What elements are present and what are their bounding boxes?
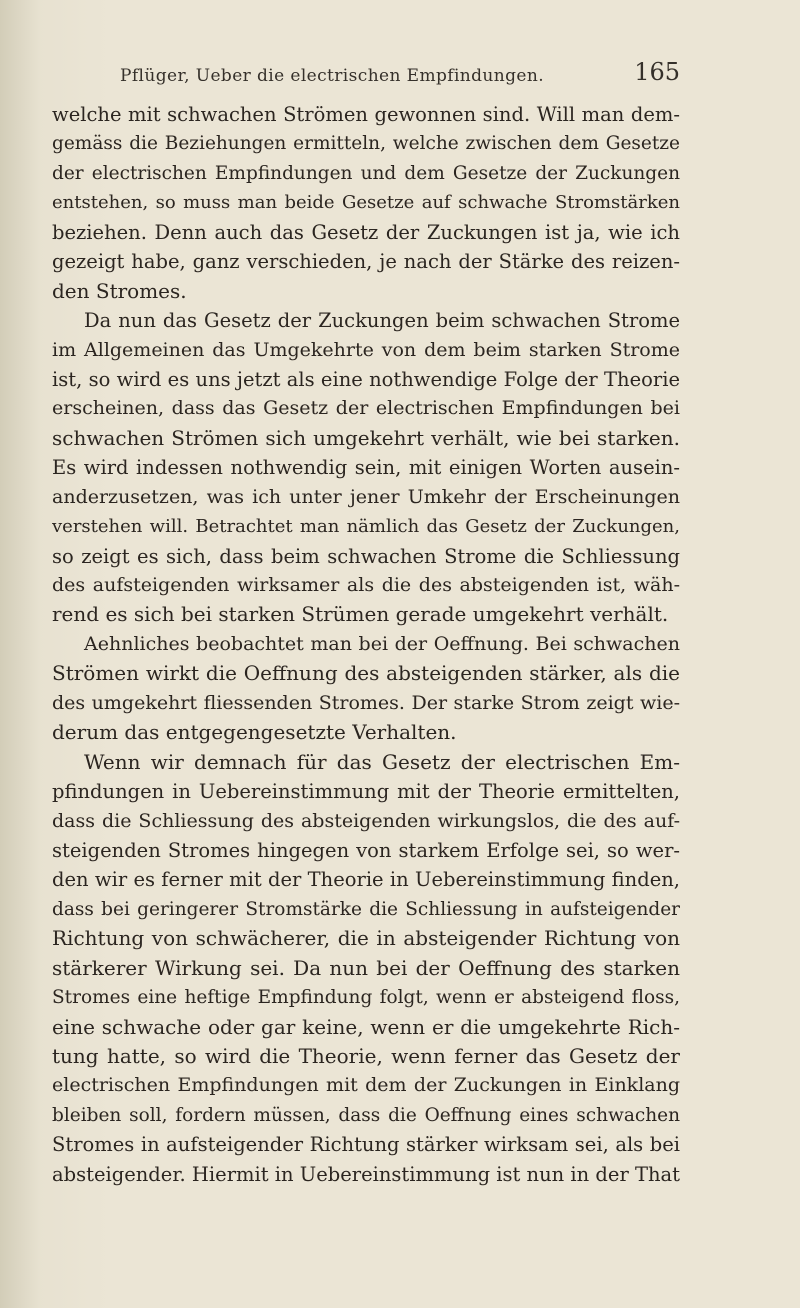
text-line: entstehen, so muss man beide Gesetze auf schwache Stromstärken — [52, 192, 680, 214]
text-line: anderzusetzen, was ich unter jener Umkehr der Erscheinungen — [52, 485, 680, 508]
text-line: des aufsteigenden wirksamer als die des absteigenden ist, wäh- — [52, 574, 680, 596]
text-line: Da nun das Gesetz der Zuckungen beim schwachen Strome — [84, 309, 680, 333]
text-line: dass bei geringerer Stromstärke die Schliessung in aufsteigender — [52, 898, 680, 920]
text-line: verstehen will. Betrachtet man nämlich das Gesetz der Zuckungen, — [52, 516, 680, 538]
text-line: tung hatte, so wird die Theorie, wenn ferner das Gesetz der — [52, 1044, 680, 1068]
text-line: electrischen Empfindungen mit dem der Zuckungen in Einklang — [52, 1074, 680, 1097]
text-line: Aehnliches beobachtet man bei der Oeffnung. Bei schwachen — [84, 632, 680, 655]
text-line: pfindungen in Uebereinstimmung mit der Theorie ermittelten, — [52, 780, 680, 804]
text-line: dass die Schliessung des absteigenden wirkungslos, die des auf- — [52, 809, 680, 832]
text-line: beziehen. Denn auch das Gesetz der Zuckungen ist ja, wie ich — [52, 220, 680, 244]
text-line: welche mit schwachen Strömen gewonnen sind. Will man dem- — [52, 103, 680, 126]
text-line: den Stromes. — [52, 278, 187, 303]
text-line: stärkerer Wirkung sei. Da nun bei der Oeffnung des starken — [52, 955, 680, 980]
text-line: schwachen Strömen sich umgekehrt verhält, wie bei starken. — [52, 425, 680, 450]
text-line: den wir es ferner mit der Theorie in Uebereinstimmung finden, — [52, 868, 680, 892]
text-line: Stromes eine heftige Empfindung folgt, wenn er absteigend floss, — [52, 987, 680, 1009]
text-line: Richtung von schwächerer, die in absteigender Richtung von — [52, 926, 680, 951]
text-line: gemäss die Beziehungen ermitteln, welche zwischen dem Gesetze — [52, 133, 680, 155]
text-line: gezeigt habe, ganz verschieden, je nach der Stärke des reizen- — [52, 250, 680, 274]
text-line: ist, so wird es uns jetzt als eine nothwendige Folge der Theorie — [52, 367, 680, 391]
text-line: steigenden Stromes hingegen von starkem Erfolge sei, so wer- — [52, 838, 680, 862]
text-line: Es wird indessen nothwendig sein, mit einigen Worten ausein- — [52, 456, 680, 480]
text-line: bleiben soll, fordern müssen, dass die Oeffnung eines schwachen — [52, 1104, 680, 1126]
page-number: 165 — [634, 58, 680, 86]
text-line: rend es sich bei starken Strümen gerade umgekehrt verhält. — [52, 602, 669, 627]
text-line: derum das entgegengesetzte Verhalten. — [52, 720, 457, 745]
text-line: eine schwache oder gar keine, wenn er die umgekehrte Rich- — [52, 1014, 680, 1039]
text-line: der electrischen Empfindungen und dem Gesetze der Zuckungen — [52, 162, 680, 184]
text-line: Wenn wir demnach für das Gesetz der electrischen Em- — [84, 749, 680, 774]
running-head: Pflüger, Ueber die electrischen Empfindungen. — [120, 66, 545, 86]
text-line: Strömen wirkt die Oeffnung des absteigenden stärker, als die — [52, 661, 680, 686]
body-text — [52, 100, 680, 1189]
text-line: im Allgemeinen das Umgekehrte von dem beim starken Strome — [52, 338, 680, 361]
text-line: des umgekehrt fliessenden Stromes. Der starke Strom zeigt wie- — [52, 691, 680, 714]
text-line: erscheinen, dass das Gesetz der electrischen Empfindungen bei — [52, 397, 680, 420]
page-header — [120, 58, 680, 98]
text-line: absteigender. Hiermit in Uebereinstimmung ist nun in der That — [52, 1162, 680, 1186]
text-line: Stromes in aufsteigender Richtung stärker wirksam sei, als bei — [52, 1133, 680, 1157]
text-line: so zeigt es sich, dass beim schwachen Strome die Schliessung — [52, 544, 680, 568]
